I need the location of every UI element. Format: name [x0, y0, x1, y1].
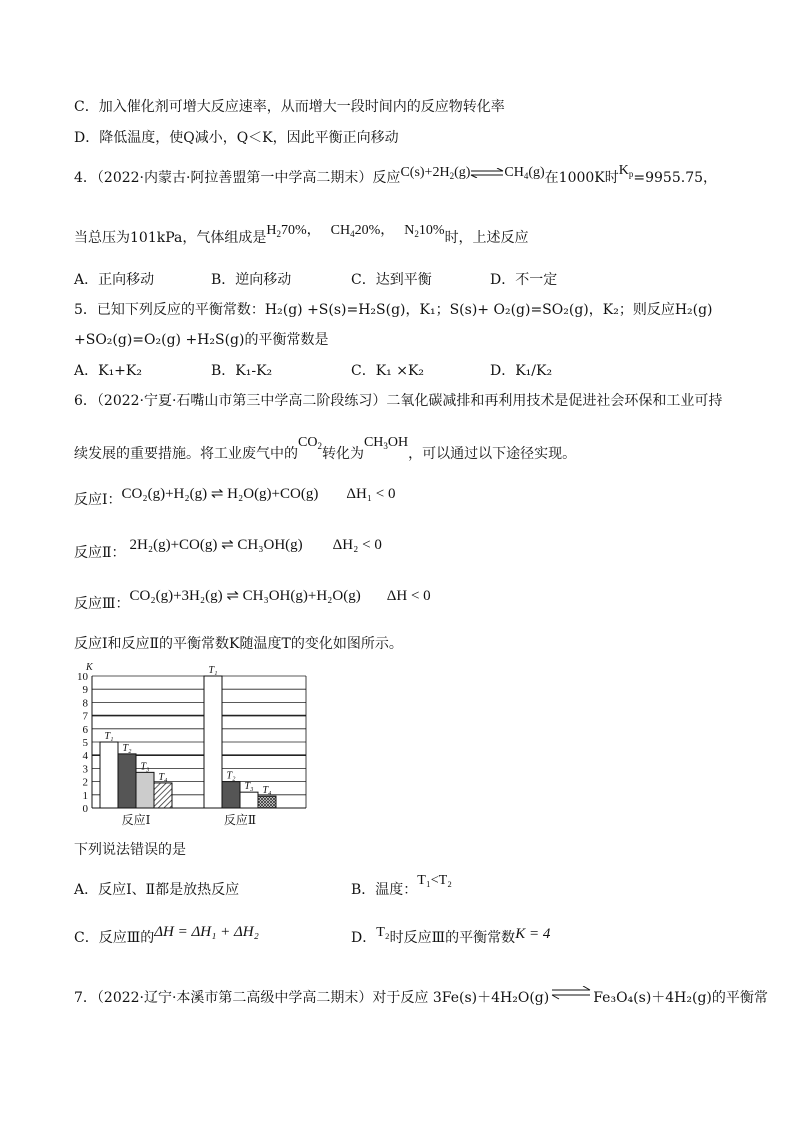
bar-label: T₄ [158, 771, 168, 783]
q6-option-b: B．温度：T₁<T₂ [351, 873, 453, 898]
y-tick-label: 5 [82, 737, 88, 749]
y-tick-label: 0 [82, 803, 88, 815]
q6-line2: 续发展的重要措施。将工业废气中的$CO_2$转化为$CH_3OH$，可以通过以下途径实现。 [74, 435, 577, 462]
y-tick-label: 1 [82, 789, 88, 802]
y-tick-label: 4 [82, 750, 88, 763]
y-tick-label: 3 [82, 763, 88, 776]
q5-option-c: C．K₁ ×K₂ [351, 363, 425, 379]
q4-option-a: A．正向移动 [74, 272, 155, 288]
q7-line1: 7．（2022·辽宁·本溪市第二高级中学高二期末）对于反应 3Fe(s)＋4H₂O(g) Fe₃O₄(s)＋4H₂(g)的平衡常 [74, 986, 768, 1008]
q5-option-a: A．K₁+K₂ [74, 363, 142, 379]
bar-label: T₂ [226, 770, 236, 782]
group-label: 反应Ⅱ [223, 813, 257, 827]
bar-label: T₃ [244, 781, 254, 793]
k-vs-temperature-chart [70, 658, 320, 830]
bar [118, 754, 136, 808]
q6-line1: 6．（2022·宁夏·石嘴山市第三中学高二阶段练习）二氧化碳减排和再利用技术是促进社会环保和工业可持 [74, 393, 723, 409]
bar [154, 783, 172, 808]
bar-label: T₁ [208, 665, 218, 676]
reaction-2: 反应Ⅱ： 2H₂(g)+CO(g) ⇌ CH₃OH(g) ΔH₂ < 0 [74, 537, 382, 561]
q5-option-b: B．K₁-K₂ [211, 363, 273, 379]
q6-question: 下列说法错误的是 [74, 842, 186, 858]
q6-option-d: D．T₂时反应Ⅲ的平衡常数K = 4 [351, 925, 551, 946]
bar-label: T₄ [262, 785, 272, 797]
reaction-1: 反应Ⅰ：CO₂(g)+H₂(g) ⇌ H₂O(g)+CO(g) ΔH₁ < 0 [74, 486, 396, 508]
bar [240, 792, 258, 808]
group-label: 反应Ⅰ [121, 813, 151, 827]
bar-label: T₁ [104, 731, 114, 742]
q3-option-d: D．降低温度，使Q减小，Q＜K，因此平衡正向移动 [74, 130, 399, 146]
bar [136, 772, 154, 808]
y-tick-label: 8 [82, 697, 88, 710]
y-tick-label: 2 [82, 776, 88, 789]
q5-line1: 5．已知下列反应的平衡常数：H₂(g) +S(s)=H₂S(g)，K₁；S(s)+ O₂(g)=SO₂(g)，K₂；则反应H₂(g) [74, 302, 713, 318]
y-tick-label: 7 [82, 710, 88, 723]
bar-label: T₂ [122, 742, 132, 754]
q4-option-b: B．逆向移动 [211, 272, 292, 288]
q4-line2: 当总压为101kPa，气体组成是$H_270\%$， $CH_420\%$， $N_210\%$时，上述反应 [74, 223, 529, 246]
q3-option-c: C．加入催化剂可增大反应速率，从而增大一段时间内的反应物转化率 [74, 99, 505, 115]
chart-intro: 反应Ⅰ和反应Ⅱ的平衡常数K随温度T的变化如图所示。 [74, 636, 403, 652]
bar [258, 796, 276, 808]
y-tick-label: 10 [77, 671, 88, 683]
q5-line2: +SO₂(g)=O₂(g) +H₂S(g)的平衡常数是 [74, 332, 329, 348]
bar [204, 676, 222, 808]
q5-option-d: D．K₁/K₂ [490, 363, 553, 379]
equilibrium-arrow-icon [551, 986, 591, 1000]
y-axis-label: K [86, 662, 93, 673]
bar [100, 742, 118, 808]
q4-line1: 4．（2022·内蒙古·阿拉善盟第一中学高二期末）反应$C(s)+2H_2(g)$ $CH_4(g)$在1000K时$K_p=9955.75$， [74, 163, 718, 186]
q4-option-c: C．达到平衡 [351, 272, 432, 288]
y-tick-label: 9 [82, 684, 88, 697]
q4-option-d: D．不一定 [490, 272, 558, 288]
y-tick-label: 6 [82, 723, 88, 736]
reaction-3: 反应Ⅲ：CO₂(g)+3H₂(g) ⇌ CH₃OH(g)+H₂O(g) ΔH < 0 [74, 588, 431, 612]
bar-label: T₃ [140, 761, 150, 773]
bar [222, 782, 240, 808]
q6-option-a: A．反应Ⅰ、Ⅱ都是放热反应 [74, 882, 240, 898]
equilibrium-arrow-icon [470, 168, 504, 178]
q6-option-c: C．反应Ⅲ的ΔH = ΔH₁ + ΔH₂ [74, 924, 259, 946]
